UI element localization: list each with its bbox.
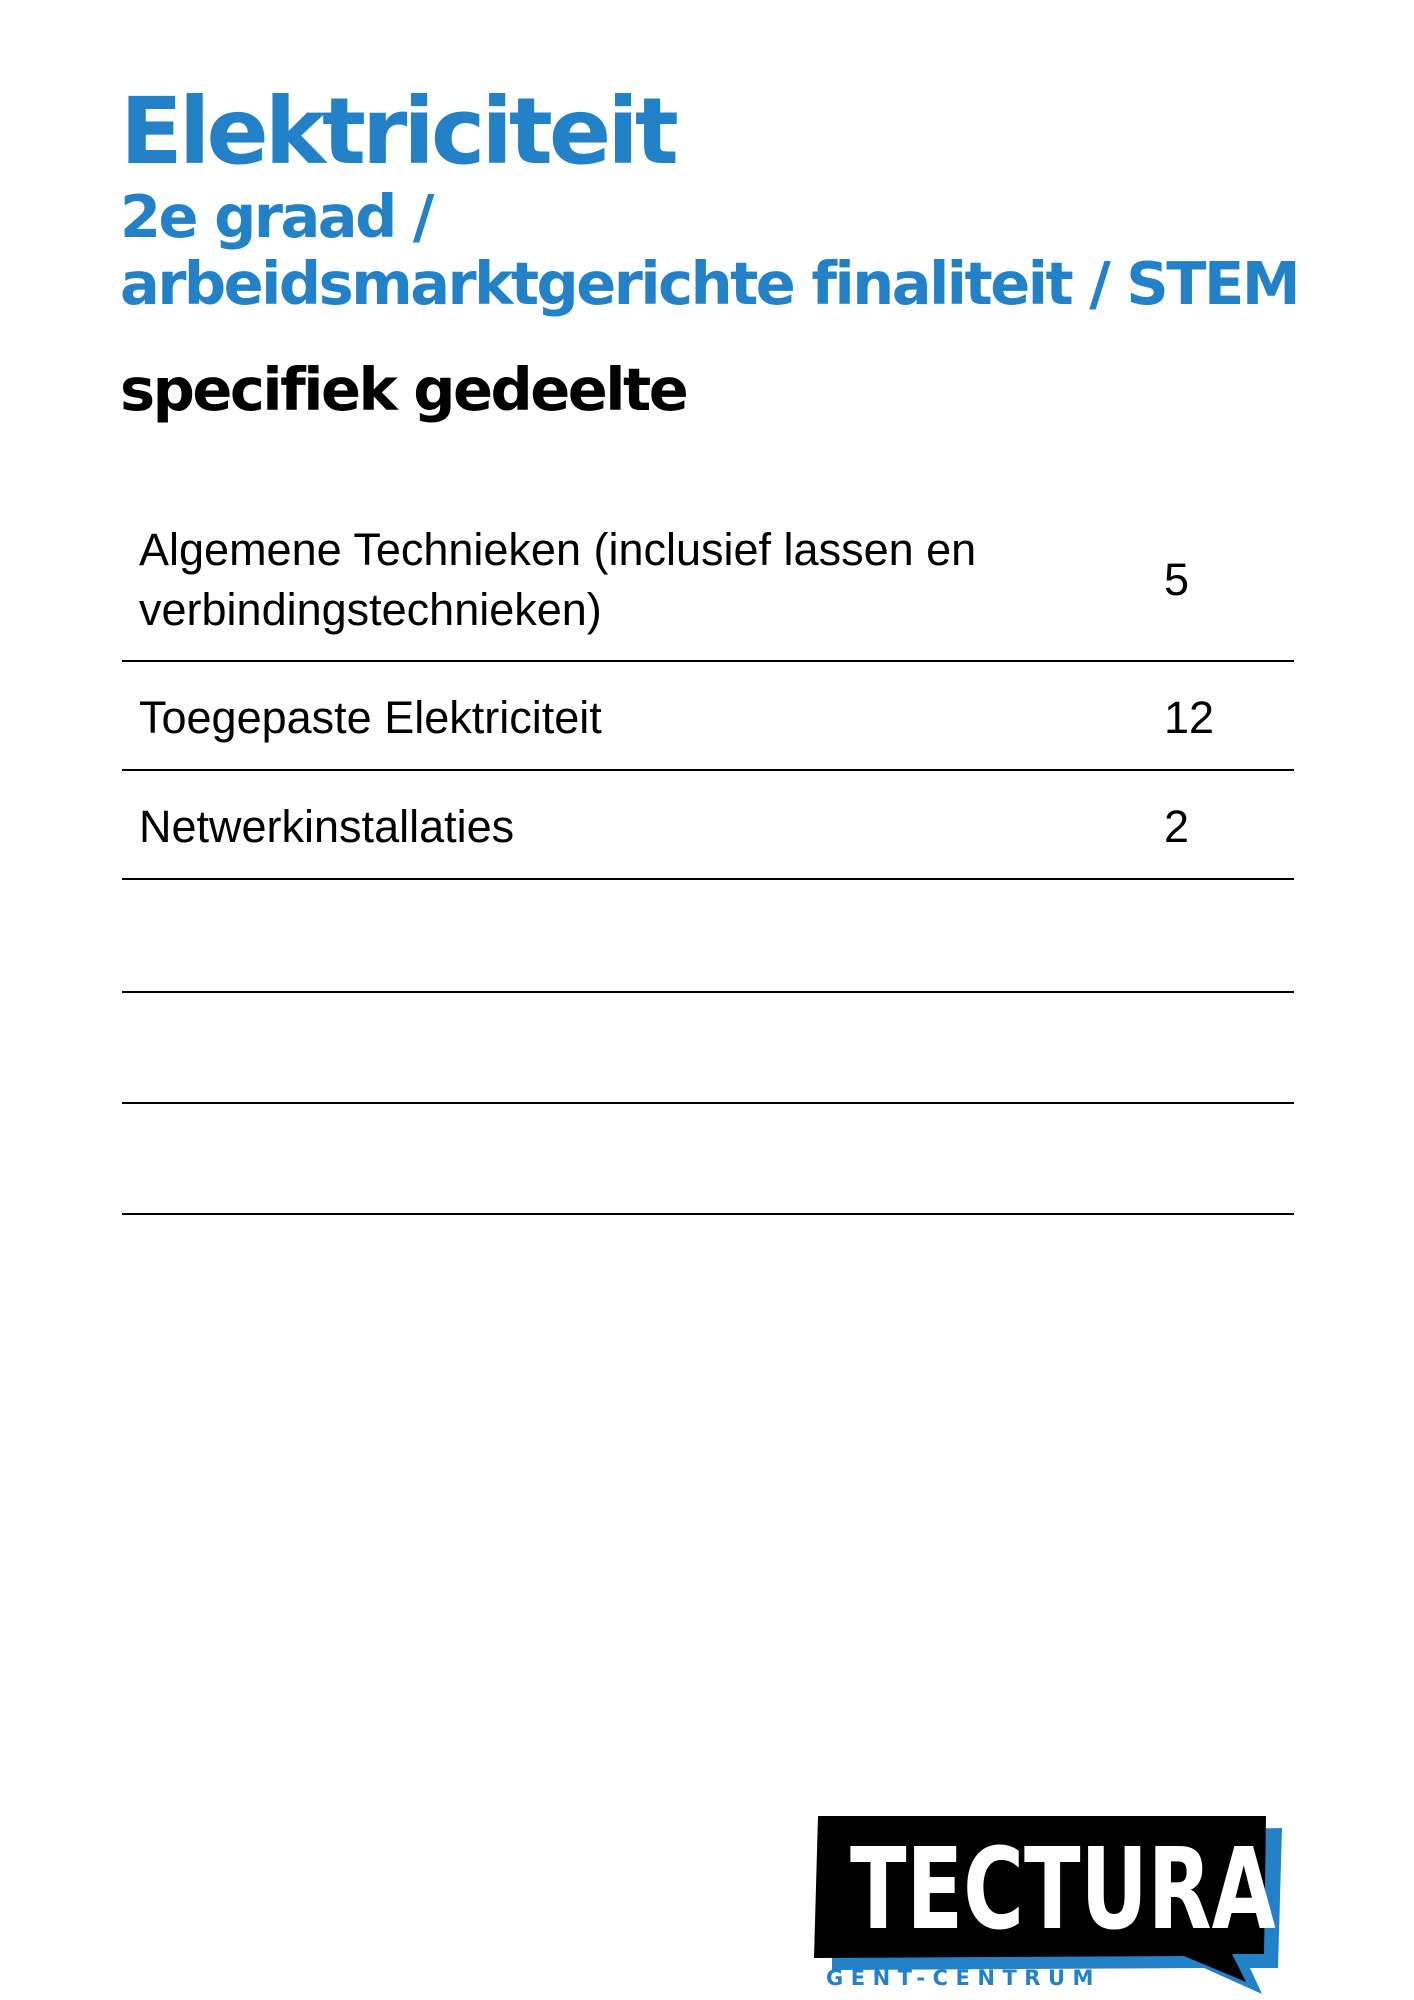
table-row-empty <box>122 993 1294 1104</box>
logo-tagline: GENT-CENTRUM <box>826 1966 1101 1990</box>
table-row-empty <box>122 880 1294 993</box>
course-name: Toegepaste Elektriciteit <box>139 691 602 743</box>
course-name <box>139 880 1099 991</box>
course-name <box>139 1104 1099 1213</box>
tectura-logo <box>812 1812 1282 1994</box>
course-name: Netwerkinstallaties <box>139 800 515 852</box>
course-name: Algemene Technieken (inclusief lassen en verbindingstechnieken) <box>139 524 977 635</box>
subtitle-line-2: arbeidsmarktgerichte finaliteit / STEM <box>120 249 1299 318</box>
table-row <box>122 662 1294 771</box>
table-row <box>122 506 1294 662</box>
subtitle-line-1: 2e graad / <box>120 182 432 251</box>
course-hours: 12 <box>1164 691 1215 743</box>
table-row <box>122 771 1294 880</box>
section-heading: specifiek gedeelte <box>120 355 687 424</box>
page-subtitle <box>120 183 1298 317</box>
page-title: Elektriciteit <box>120 78 675 185</box>
course-table <box>122 506 1294 1215</box>
course-name <box>139 993 1099 1102</box>
table-row-empty <box>122 1104 1294 1215</box>
course-hours: 5 <box>1164 554 1190 605</box>
course-hours: 2 <box>1164 800 1190 852</box>
logo-wordmark: TECTURA <box>850 1825 1276 1955</box>
